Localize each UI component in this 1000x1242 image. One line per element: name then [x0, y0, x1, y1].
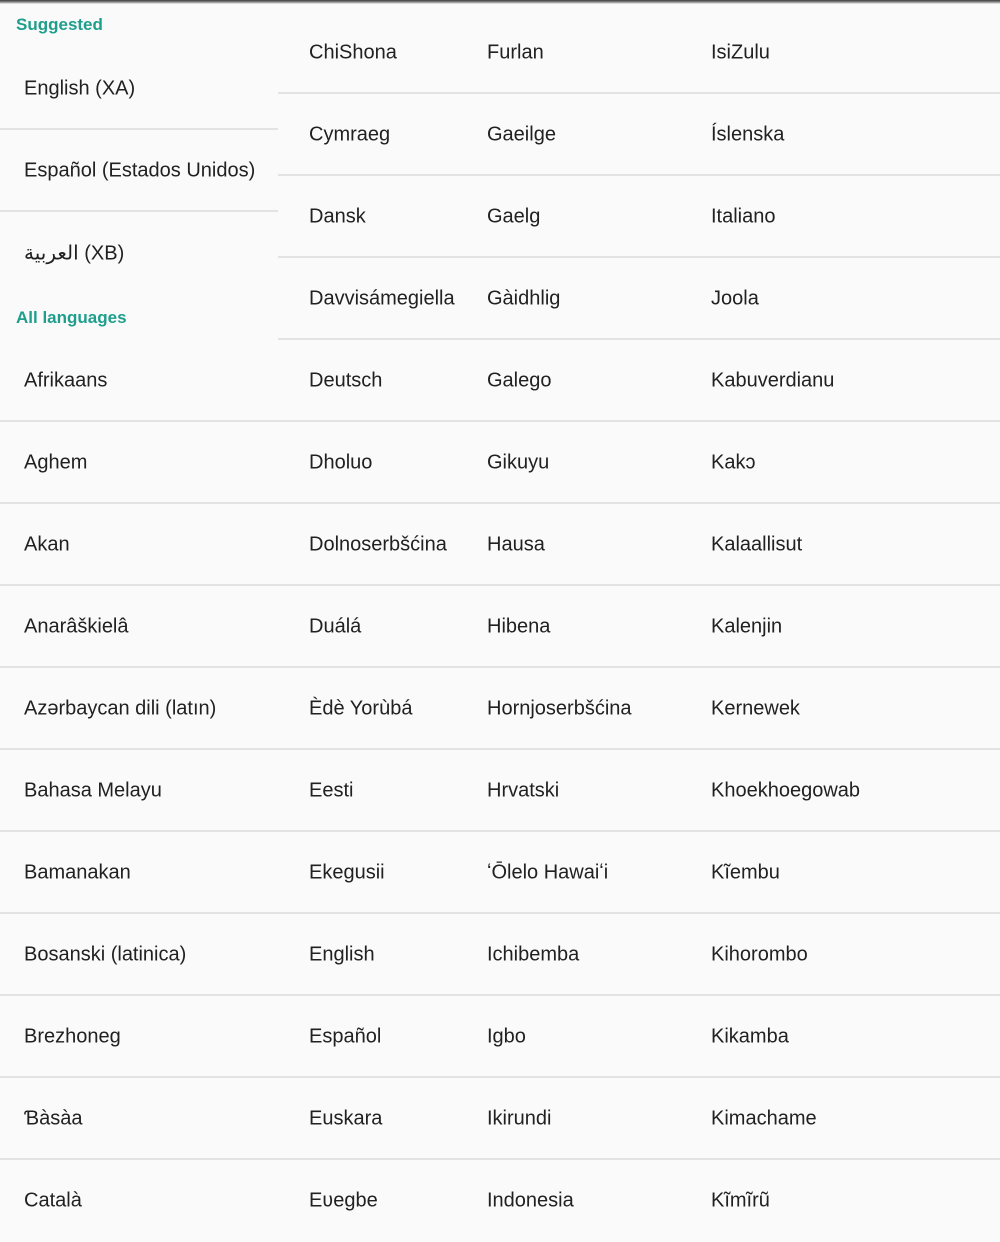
language-item-asaa[interactable] [24, 1078, 304, 1160]
language-item-afrikaans[interactable] [24, 340, 304, 422]
language-item-kikamba[interactable] [711, 996, 991, 1078]
language-item-espanol[interactable] [309, 996, 485, 1078]
language-item-brezhoneg[interactable] [24, 996, 304, 1078]
language-item-label: Galego [487, 369, 552, 392]
language-item-label: Hornjoserbšćina [487, 697, 632, 720]
language-item-label: Ikirundi [487, 1107, 552, 1130]
language-item-label: Hibena [487, 615, 551, 638]
language-item-islenska[interactable] [711, 94, 991, 176]
language-item-label: Gaeilge [487, 123, 556, 146]
language-item-label: Duálá [309, 615, 362, 638]
language-item-label: Joola [711, 287, 759, 310]
language-item-label: Bamanakan [24, 861, 131, 884]
language-item-catala[interactable] [24, 1160, 304, 1242]
top-shadow [0, 0, 1000, 4]
language-item-label: Kihorombo [711, 943, 808, 966]
language-item-label: Kalenjin [711, 615, 783, 638]
language-item-bosanski-latinica[interactable] [24, 914, 304, 996]
language-item-kihorombo[interactable] [711, 914, 991, 996]
language-item-label: Italiano [711, 205, 776, 228]
language-item-label: Davvisámegiella [309, 287, 455, 310]
language-item-label: Eʋegbe [309, 1189, 378, 1212]
language-item-label: Kabuverdianu [711, 369, 835, 392]
language-item-e-egbe[interactable] [309, 1160, 485, 1242]
language-item-label: Gàidhlig [487, 287, 561, 310]
language-item-deutsch[interactable] [309, 340, 485, 422]
language-item-label: Aghem [24, 451, 88, 474]
language-item-label: Indonesia [487, 1189, 574, 1212]
language-item-dolnoserbscina[interactable] [309, 504, 485, 586]
language-item-gaidhlig[interactable] [487, 258, 709, 340]
language-item-label: Kalaallisut [711, 533, 803, 556]
language-item-kak[interactable] [711, 422, 991, 504]
language-item-label: Akan [24, 533, 70, 556]
language-item-label: Azərbaycan dili (latın) [24, 697, 217, 720]
language-item-label: Kernewek [711, 697, 800, 720]
language-item-label: IsiZulu [711, 41, 770, 64]
language-item-ikirundi[interactable] [487, 1078, 709, 1160]
language-item-isizulu[interactable] [711, 12, 991, 94]
language-item-ekegusii[interactable] [309, 832, 485, 914]
language-item-kalenjin[interactable] [711, 586, 991, 668]
language-item-label: Íslenska [711, 123, 785, 146]
language-item-label: Gikuyu [487, 451, 550, 474]
language-item-gaelg[interactable] [487, 176, 709, 258]
language-item-label: Ɓàsàa [24, 1107, 83, 1130]
language-item-label: Ekegusii [309, 861, 385, 884]
language-item-label: Anarâškielâ [24, 615, 129, 638]
suggested-item-label: العربية (XB) [24, 242, 125, 265]
language-item-olelo-hawai-i[interactable] [487, 832, 709, 914]
language-item-dholuo[interactable] [309, 422, 485, 504]
language-item-label: Cymraeg [309, 123, 391, 146]
language-item-label: Kĩmĩrũ [711, 1189, 770, 1212]
language-item-davvisamegiella[interactable] [309, 258, 485, 340]
language-item-label: Dolnoserbšćina [309, 533, 447, 556]
language-item-english[interactable] [309, 914, 485, 996]
suggested-item-espanol-us[interactable] [0, 130, 278, 212]
language-item-akan[interactable] [24, 504, 304, 586]
language-item-italiano[interactable] [711, 176, 991, 258]
language-item-kimiru[interactable] [711, 1160, 991, 1242]
suggested-section-header: Suggested [16, 15, 103, 34]
language-item-kimachame[interactable] [711, 1078, 991, 1160]
language-item-ichibemba[interactable] [487, 914, 709, 996]
language-item-label: Khoekhoegowab [711, 779, 861, 802]
language-item-label: Dholuo [309, 451, 373, 474]
language-item-hibena[interactable] [487, 586, 709, 668]
language-item-label: Hausa [487, 533, 545, 556]
language-item-label: Hrvatski [487, 779, 560, 802]
language-item-label: Bahasa Melayu [24, 779, 162, 802]
language-item-joola[interactable] [711, 258, 991, 340]
language-item-igbo[interactable] [487, 996, 709, 1078]
language-item-hornjoserbscina[interactable] [487, 668, 709, 750]
language-item-label: Dansk [309, 205, 366, 228]
suggested-item-label: English (XA) [24, 77, 136, 100]
language-item-khoekhoegowab[interactable] [711, 750, 991, 832]
language-item-dansk[interactable] [309, 176, 485, 258]
language-item-gaeilge[interactable] [487, 94, 709, 176]
language-item-label: Deutsch [309, 369, 383, 392]
all-languages-section-header: All languages [16, 308, 127, 327]
language-item-furlan[interactable] [487, 12, 709, 94]
language-item-label: Gaelg [487, 205, 541, 228]
language-item-label: English [309, 943, 375, 966]
language-item-indonesia[interactable] [487, 1160, 709, 1242]
language-item-label: Español [309, 1025, 382, 1048]
language-item-kiembu[interactable] [711, 832, 991, 914]
language-item-anaraskiela[interactable] [24, 586, 304, 668]
language-item-label: Bosanski (latinica) [24, 943, 187, 966]
language-item-label: Kimachame [711, 1107, 817, 1130]
language-item-label: Kikamba [711, 1025, 789, 1048]
language-item-label: Kĩembu [711, 861, 780, 884]
language-item-galego[interactable] [487, 340, 709, 422]
suggested-item-label: Español (Estados Unidos) [24, 159, 256, 182]
language-item-label: Èdè Yorùbá [309, 697, 413, 720]
language-item-label: ʻŌlelo Hawaiʻi [487, 861, 609, 884]
language-item-ede-yoruba[interactable] [309, 668, 485, 750]
language-item-chishona[interactable] [309, 12, 485, 94]
language-item-label: Ichibemba [487, 943, 580, 966]
language-item-label: Afrikaans [24, 369, 108, 392]
language-item-gikuyu[interactable] [487, 422, 709, 504]
language-item-hrvatski[interactable] [487, 750, 709, 832]
language-item-label: Kakɔ [711, 451, 756, 474]
language-item-bahasa-melayu[interactable] [24, 750, 304, 832]
language-item-kabuverdianu[interactable] [711, 340, 991, 422]
language-item-label: Furlan [487, 41, 544, 64]
language-item-duala[interactable] [309, 586, 485, 668]
language-item-label: Igbo [487, 1025, 526, 1048]
language-item-hausa[interactable] [487, 504, 709, 586]
language-item-az-rbaycan-dili-lat-n[interactable] [24, 668, 304, 750]
language-item-label: Català [24, 1189, 82, 1212]
language-item-bamanakan[interactable] [24, 832, 304, 914]
suggested-item-english-xa[interactable] [0, 48, 278, 130]
language-item-label: Eesti [309, 779, 354, 802]
language-item-euskara[interactable] [309, 1078, 485, 1160]
suggested-item-arabic-xb[interactable] [0, 212, 278, 294]
language-item-aghem[interactable] [24, 422, 304, 504]
language-item-kernewek[interactable] [711, 668, 991, 750]
language-item-label: ChiShona [309, 41, 397, 64]
language-item-label: Euskara [309, 1107, 383, 1130]
language-item-label: Brezhoneg [24, 1025, 121, 1048]
language-item-kalaallisut[interactable] [711, 504, 991, 586]
language-item-eesti[interactable] [309, 750, 485, 832]
language-item-cymraeg[interactable] [309, 94, 485, 176]
